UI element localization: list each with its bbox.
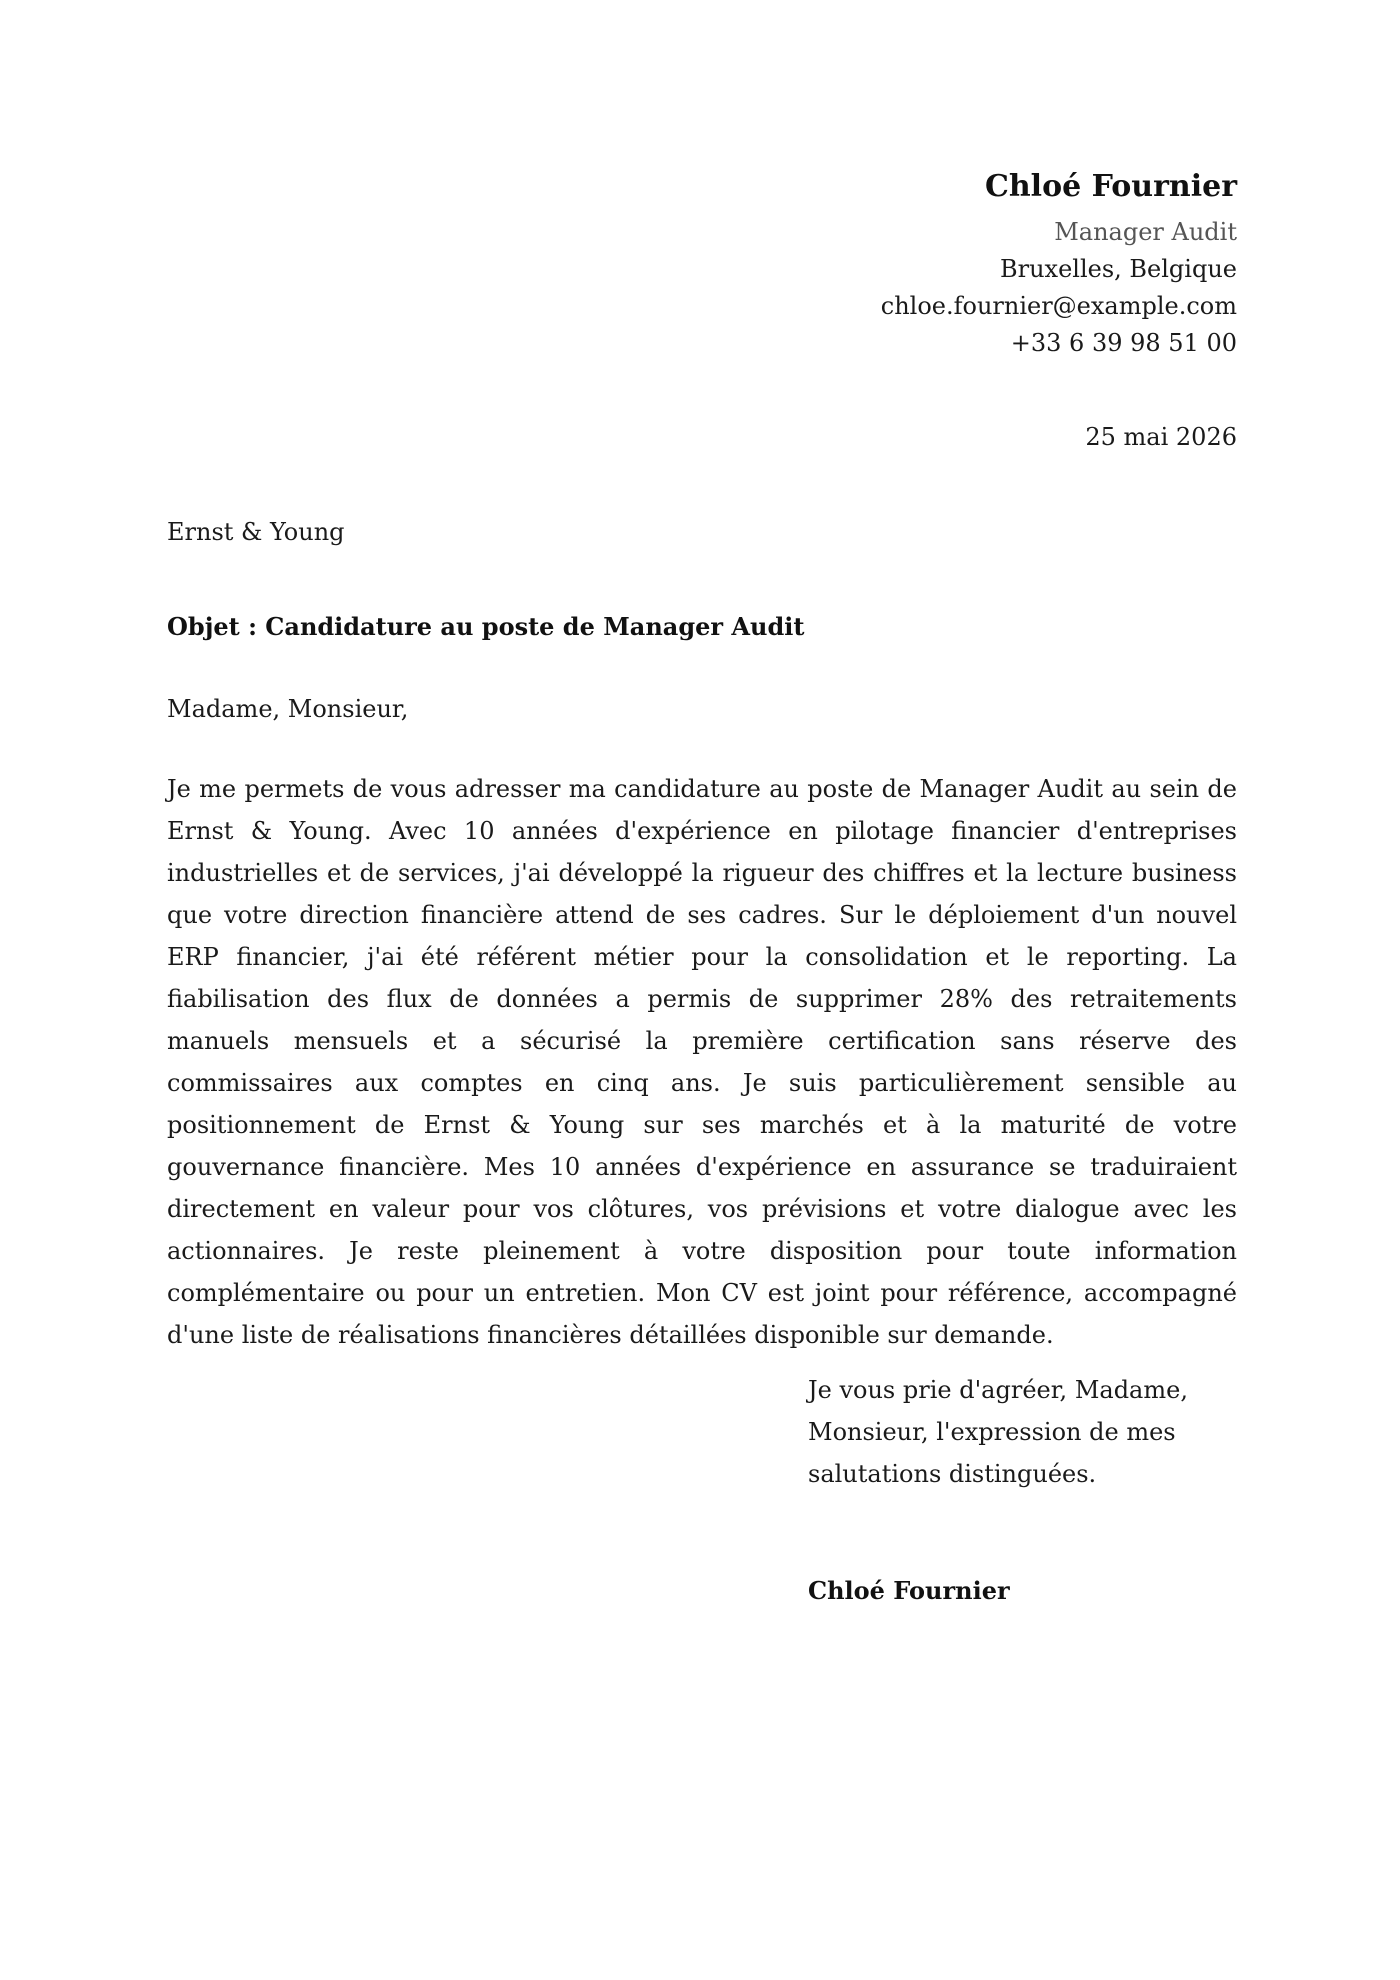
- sender-block: [637, 166, 1237, 362]
- recipient-company: Ernst & Young: [167, 518, 345, 546]
- sender-email: chloe.fournier@example.com: [880, 292, 1237, 320]
- sender-location: Bruxelles, Belgique: [999, 255, 1237, 283]
- sender-phone: +33 6 39 98 51 00: [1010, 329, 1237, 357]
- letter-body: Je me permets de vous adresser ma candidature au poste de Manager Audit au sein de Ernst & Young. Avec 10 années d'expérience en pilotage financier d'entreprises industrielles et de services, j'ai développé la rigueur des chiffres et la lecture business que votre direction financière attend de ses cadres. Sur le déploiement d'un nouvel ERP financier, j'ai été référent métier pour la consolidation et le reporting. La fiabilisation des flux de données a permis de supprimer 28% des retraitements manuels mensuels et a sécurisé la première certification sans réserve des commissaires aux comptes en cinq ans. Je suis particulièrement sensible au positionnement de Ernst & Young sur ses marchés et à la maturité de votre gouvernance financière. Mes 10 années d'expérience en assurance se traduiraient directement en valeur pour vos clôtures, vos prévisions et votre dialogue avec les actionnaires. Je reste pleinement à votre disposition pour toute information complémentaire ou pour un entretien. Mon CV est joint pour référence, accompagné d'une liste de réalisations financières détaillées disponible sur demande.: [167, 775, 1237, 1349]
- sender-title: Manager Audit: [1054, 218, 1237, 246]
- sender-name: Chloé Fournier: [984, 169, 1237, 204]
- letter-subject: Objet : Candidature au poste de Manager Audit: [167, 612, 805, 641]
- letter-date: 25 mai 2026: [1085, 423, 1237, 451]
- letter-closing: Je vous prie d'agréer, Madame, Monsieur, l'expression de mes salutations distinguées.: [808, 1376, 1188, 1488]
- letter-signature: Chloé Fournier: [808, 1576, 1010, 1605]
- letter-salutation: Madame, Monsieur,: [167, 695, 409, 723]
